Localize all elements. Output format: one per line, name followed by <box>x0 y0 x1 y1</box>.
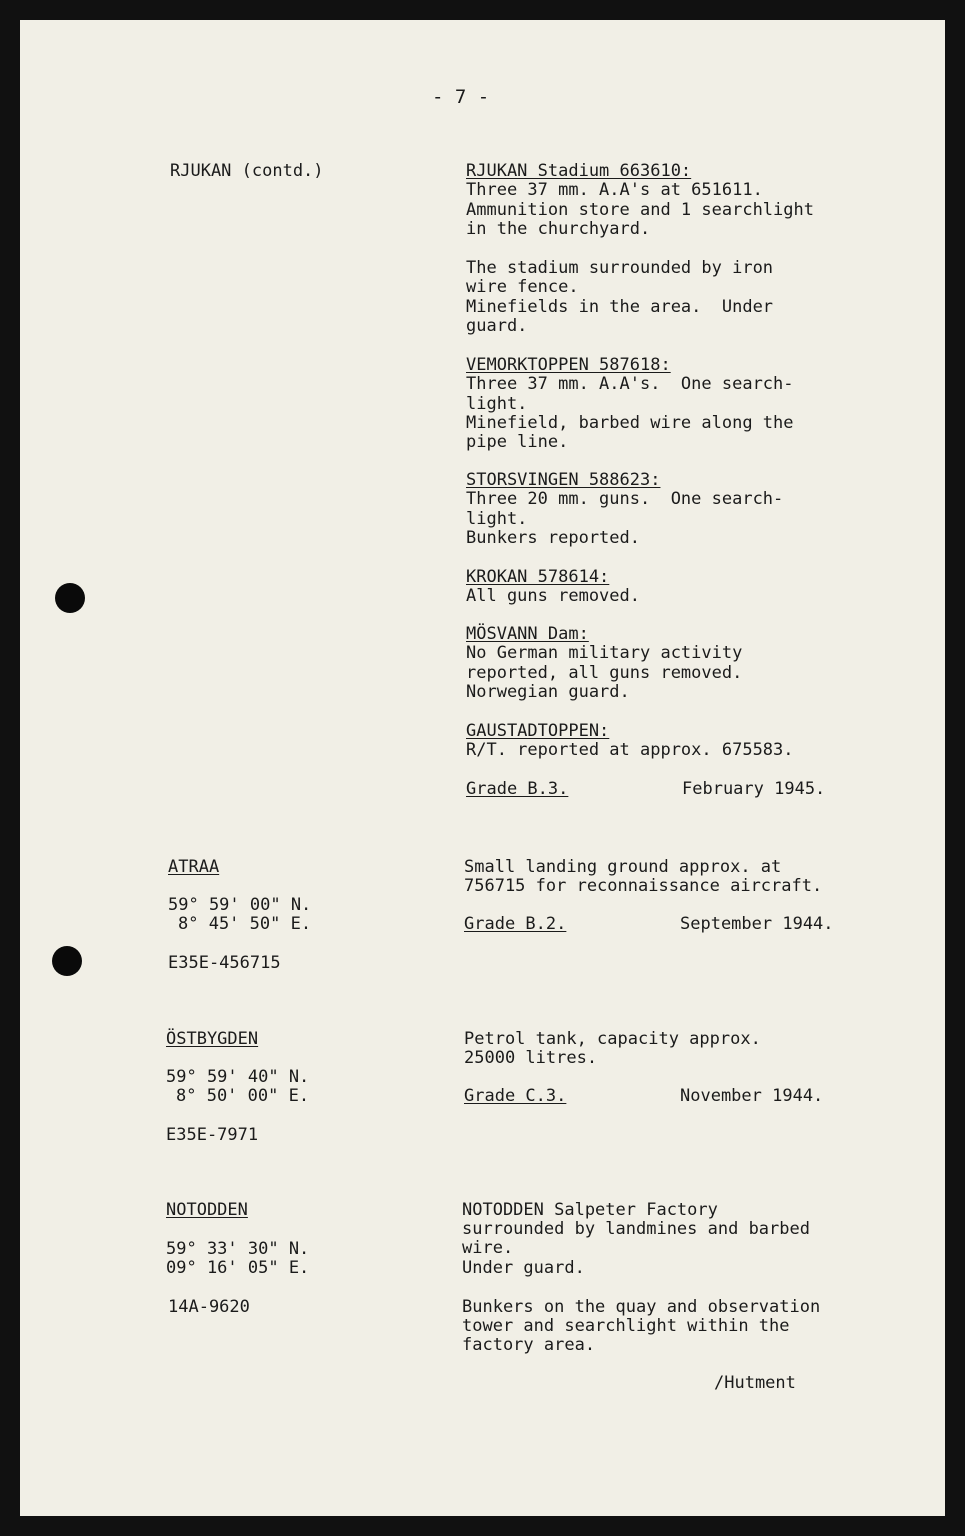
entry-line: Minefield, barbed wire along the <box>466 412 794 433</box>
grade-rjukan: Grade B.3. <box>466 779 569 799</box>
entry-line: Petrol tank, capacity approx. <box>464 1029 761 1049</box>
entry-line: surrounded by landmines and barbed <box>462 1219 810 1239</box>
entry-line: Three 37 mm. A.A's at 651611. <box>466 180 763 201</box>
entry-mosvann <box>466 625 742 702</box>
entry-line: wire fence. <box>466 277 579 298</box>
entry-line: light. <box>466 393 528 414</box>
entry-line: Bunkers reported. <box>466 527 640 548</box>
entry-line: guard. <box>466 315 528 336</box>
entry-line: Small landing ground approx. at <box>464 857 782 877</box>
date-rjukan: February 1945. <box>682 779 826 799</box>
entry-line: Norwegian guard. <box>466 681 630 702</box>
entry-line: reported, all guns removed. <box>466 662 743 683</box>
entry-line: No German military activity <box>466 643 743 664</box>
entry-line: tower and searchlight within the <box>462 1316 790 1336</box>
continuation-note: /Hutment <box>714 1373 796 1393</box>
entry-rjukan-stadium <box>466 162 814 239</box>
location-notodden: NOTODDEN <box>166 1200 248 1220</box>
entry-krokan <box>466 568 640 607</box>
entry-line: light. <box>466 508 528 529</box>
entry-line: factory area. <box>462 1335 596 1355</box>
map-reference: E35E-7971 <box>166 1125 259 1145</box>
entry-line: The stadium surrounded by iron <box>466 258 774 278</box>
longitude: 8° 50' 00" E. <box>176 1086 310 1106</box>
entry-heading: STORSVINGEN 588623: <box>466 470 661 490</box>
latitude: 59° 59' 00" N. <box>168 895 312 915</box>
entry-line: Ammunition store and 1 searchlight <box>466 199 814 220</box>
punch-hole <box>55 583 85 613</box>
entry-heading: KROKAN 578614: <box>466 567 610 587</box>
punch-hole <box>52 946 82 976</box>
entry-line: Three 20 mm. guns. One search- <box>466 489 784 510</box>
date-atraa: September 1944. <box>680 914 834 934</box>
grade-atraa: Grade B.2. <box>464 914 567 934</box>
entry-storsvingen <box>466 471 783 548</box>
entry-line: in the churchyard. <box>466 218 651 239</box>
entry-gaustadtoppen <box>466 722 794 761</box>
entry-line: Under guard. <box>462 1258 585 1278</box>
entry-heading: GAUSTADTOPPEN: <box>466 721 610 741</box>
entry-line: NOTODDEN Salpeter Factory <box>462 1200 718 1220</box>
entry-line: Bunkers on the quay and observation <box>462 1297 821 1317</box>
longitude: 8° 45' 50" E. <box>178 914 312 934</box>
entry-line: R/T. reported at approx. 675583. <box>466 740 794 761</box>
map-reference: 14A-9620 <box>168 1297 250 1317</box>
grade-ostbygden: Grade C.3. <box>464 1086 567 1106</box>
document-page <box>20 20 945 1516</box>
location-atraa: ATRAA <box>168 857 220 877</box>
latitude: 59° 59' 40" N. <box>166 1067 310 1087</box>
entry-stadium-fence <box>466 259 773 336</box>
entry-line: All guns removed. <box>466 586 640 607</box>
latitude: 59° 33' 30" N. <box>166 1239 310 1259</box>
entry-line: 756715 for reconnaissance aircraft. <box>464 876 823 896</box>
entry-heading: VEMORKTOPPEN 587618: <box>466 355 671 375</box>
entry-line: Minefields in the area. Under <box>466 296 774 317</box>
entry-line: pipe line. <box>466 432 569 453</box>
map-reference: E35E-456715 <box>168 953 281 973</box>
entry-line: wire. <box>462 1238 514 1258</box>
entry-heading: RJUKAN Stadium 663610: <box>466 161 692 181</box>
location-rjukan: RJUKAN (contd.) <box>170 161 324 181</box>
location-ostbygden: ÖSTBYGDEN <box>166 1029 259 1049</box>
longitude: 09° 16' 05" E. <box>166 1258 310 1278</box>
entry-line: 25000 litres. <box>464 1048 598 1068</box>
entry-vemorktoppen <box>466 356 794 452</box>
date-ostbygden: November 1944. <box>680 1086 824 1106</box>
entry-line: Three 37 mm. A.A's. One search- <box>466 374 794 395</box>
page-number: - 7 - <box>432 86 490 108</box>
entry-heading: MÖSVANN Dam: <box>466 624 589 644</box>
